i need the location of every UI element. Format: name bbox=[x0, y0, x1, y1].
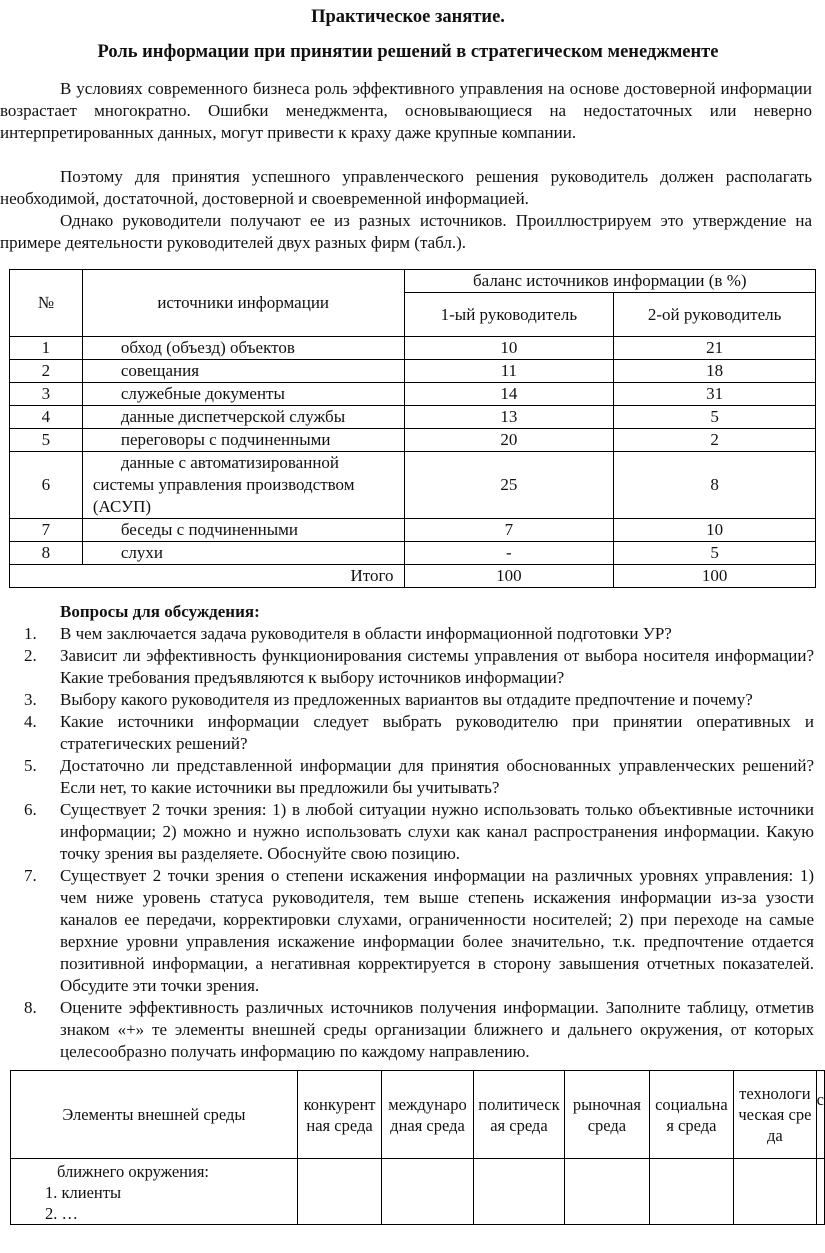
list-item: 7. Существует 2 точки зрения о степени искажения информации на различных уровнях управления: 1) чем ниже уровень статуса руководителя, тем выше степень искажения информации из-за узости каналов ее передачи, корректировки слухами, ограниченности носителей; 2) при переходе на самые верхние уровни управления искажение информации более значительно, т.к. предпочтение отдается позитивной информации, а негативная корректируется в сторону завышения отчетных показателей. Обсудите эти точки зрения. bbox=[24, 866, 814, 995]
col-number-header: № bbox=[10, 270, 83, 337]
total-label: Итого bbox=[10, 565, 405, 588]
table-row: 3 служебные документы 14 31 bbox=[10, 383, 816, 406]
col-cut-header: с bbox=[816, 1071, 824, 1159]
col-elements-header: Элементы внешней среды bbox=[11, 1071, 298, 1159]
list-item: 1. В чем заключается задача руководителя в области информационной подготовки УР? bbox=[24, 624, 672, 643]
list-item: 5. Достаточно ли представленной информации для принятия обоснованных управленческих решений? Если нет, то какие источники вы предложили бы учитывать? bbox=[24, 756, 814, 797]
list-item: 4. Какие источники информации следует выбрать руководителю при принятии оперативных и стратегических решений? bbox=[24, 712, 814, 753]
list-item: 8. Оцените эффективность различных источников получения информации. Заполните таблицу, отметив знаком «+» те элементы внешней среды организации ближнего и дальнего окружения, от которых целесообразно получать информацию по каждому направлению. bbox=[24, 998, 814, 1061]
table-row: 7 беседы с подчиненными 7 10 bbox=[10, 519, 816, 542]
empty-cell[interactable] bbox=[565, 1159, 650, 1225]
col-international-header: международная среда bbox=[382, 1071, 473, 1159]
list-item: 2. Зависит ли эффективность функционирования системы управления от выбора носителя информации? Какие требования предъявляются к выбору источников информации? bbox=[24, 646, 814, 687]
col-balance-header: баланс источников информации (в %) bbox=[404, 270, 815, 293]
empty-cell[interactable] bbox=[382, 1159, 473, 1225]
total-manager2: 100 bbox=[614, 565, 816, 588]
table-row: 6 данные с автоматизированной системы управления производством (АСУП) 25 8 bbox=[10, 452, 816, 519]
table-row: 2 совещания 11 18 bbox=[10, 360, 816, 383]
table-header-row bbox=[11, 1071, 825, 1159]
table-row: 1 обход (объезд) объектов 10 21 bbox=[10, 337, 816, 360]
questions-heading: Вопросы для обсуждения: bbox=[60, 602, 260, 621]
col-manager1-header: 1-ый руководитель bbox=[404, 293, 614, 337]
table-row: 5 переговоры с подчиненными 20 2 bbox=[10, 429, 816, 452]
sources-table bbox=[9, 269, 816, 588]
source-cell-multiline: данные с автоматизированной системы управления производством (АСУП) bbox=[82, 452, 404, 519]
table-row: 4 данные диспетчерской службы 13 5 bbox=[10, 406, 816, 429]
list-item: 6. Существует 2 точки зрения: 1) в любой ситуации нужно использовать только объективные источники информации; 2) можно и нужно использовать слухи как канал распространения информации. Какую точку зрения вы разделяете. Обоснуйте свою позицию. bbox=[24, 800, 814, 863]
table-row: 8 слухи - 5 bbox=[10, 542, 816, 565]
list-item: 3. Выбору какого руководителя из предложенных вариантов вы отдадите предпочтение и почему? bbox=[24, 690, 753, 709]
paragraph-3: Однако руководители получают ее из разных источников. Проиллюстрируем это утверждение на примере деятельности руководителей двух разных фирм (табл.). bbox=[0, 211, 812, 252]
empty-cell[interactable] bbox=[649, 1159, 733, 1225]
col-social-header: социальная среда bbox=[649, 1071, 733, 1159]
table-total-row bbox=[10, 565, 816, 588]
paragraph-2: Поэтому для принятия успешного управленческого решения руководитель должен располагать необходимой, достаточной, достоверной и своевременной информацией. bbox=[0, 167, 812, 208]
col-tech-header: технологическая среда bbox=[734, 1071, 817, 1159]
table-header-row bbox=[10, 270, 816, 293]
page-title: Практическое занятие. bbox=[311, 7, 505, 27]
paragraph-1: В условиях современного бизнеса роль эффективного управления на основе достоверной информации возрастает многократно. Ошибки менеджмента, основывающиеся на недостаточных или неверно интерпретированных данных, могут привести к краху даже крупные компании. bbox=[0, 79, 812, 142]
col-competitive-header: конкурентная среда bbox=[297, 1071, 381, 1159]
environment-table bbox=[10, 1070, 825, 1225]
col-source-header: источники информации bbox=[82, 270, 404, 337]
total-manager1: 100 bbox=[404, 565, 614, 588]
empty-cell[interactable] bbox=[297, 1159, 381, 1225]
col-political-header: политическая среда bbox=[473, 1071, 564, 1159]
col-market-header: рыночная среда bbox=[565, 1071, 650, 1159]
empty-cell[interactable] bbox=[816, 1159, 824, 1225]
col-manager2-header: 2-ой руководитель bbox=[614, 293, 816, 337]
page-subtitle: Роль информации при принятии решений в стратегическом менеджменте bbox=[97, 42, 719, 62]
table-row bbox=[11, 1159, 825, 1225]
empty-cell[interactable] bbox=[734, 1159, 817, 1225]
questions-list bbox=[0, 623, 814, 1063]
elements-cell: ближнего окружения: 1. клиенты 2. … bbox=[11, 1159, 298, 1225]
empty-cell[interactable] bbox=[473, 1159, 564, 1225]
